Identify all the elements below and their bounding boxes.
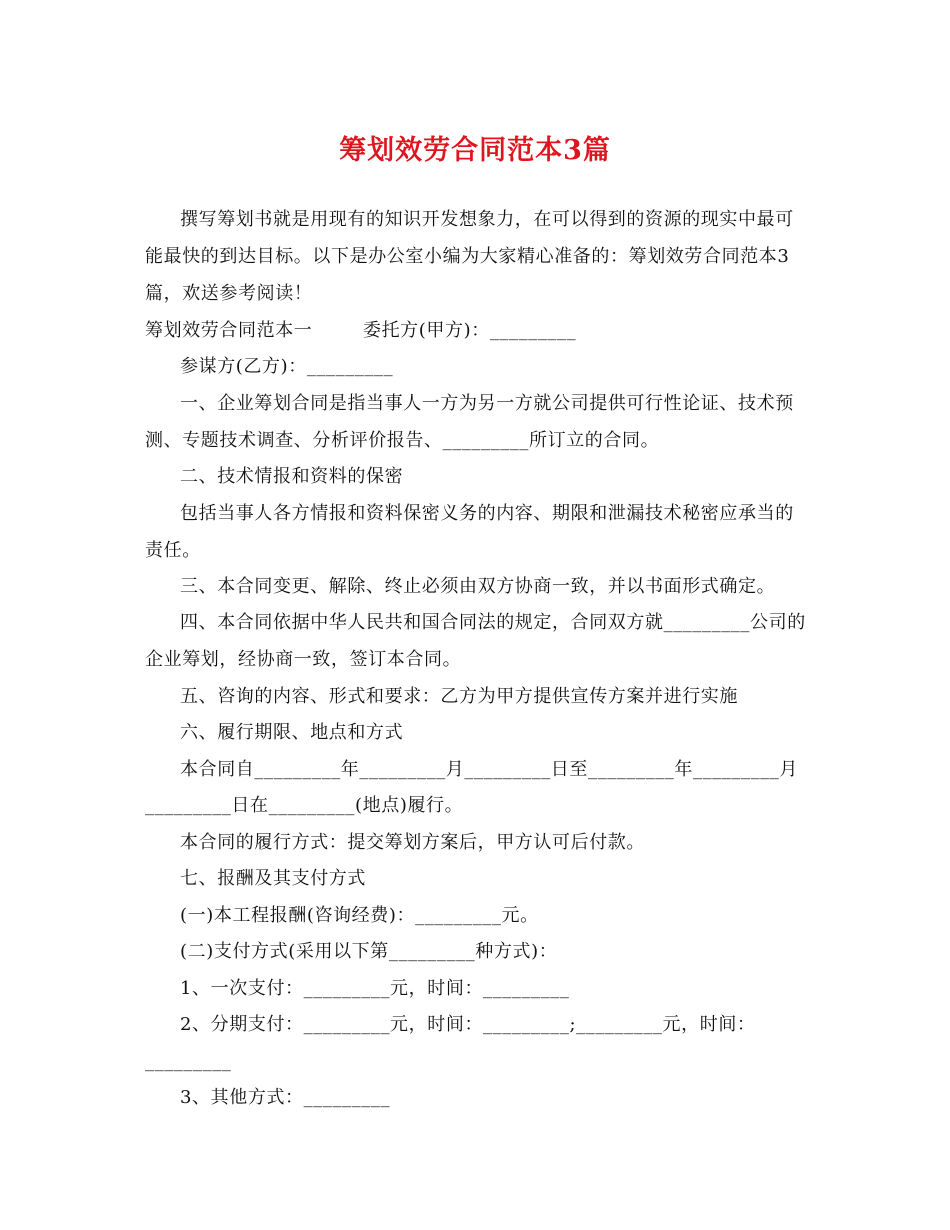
clause-2-title: 二、技术情报和资料的保密	[180, 466, 404, 487]
clause-7-fee: (一)本工程报酬(咨询经费)：_________元。	[180, 905, 539, 926]
clause-4-line-2: 企业筹划，经协商一致，签订本合同。	[145, 649, 462, 670]
clause-1-line-1: 一、企业筹划合同是指当事人一方为另一方就公司提供可行性论证、技术预	[180, 393, 794, 414]
payment-option-2-line-2: _________	[145, 1051, 232, 1072]
clause-2-line-2: 责任。	[145, 540, 201, 561]
intro-line-1: 撰写筹划书就是用现有的知识开发想象力，在可以得到的资源的现实中最可	[180, 209, 794, 230]
clause-6-method: 本合同的履行方式：提交筹划方案后，甲方认可后付款。	[180, 832, 645, 853]
clause-6-period-line-2: _________日在_________(地点)履行。	[145, 795, 464, 816]
clause-7-title: 七、报酬及其支付方式	[180, 868, 366, 889]
contract-heading: 筹划效劳合同范本一 委托方(甲方)：_________	[145, 320, 577, 341]
clause-3: 三、本合同变更、解除、终止必须由双方协商一致，并以书面形式确定。	[180, 576, 776, 597]
payment-option-3: 3、其他方式：_________	[180, 1087, 391, 1108]
clause-7-mode: (二)支付方式(采用以下第_________种方式)：	[180, 941, 558, 962]
intro-line-3: 篇，欢送参考阅读！	[145, 283, 313, 304]
clause-1-line-2: 测、专题技术调查、分析评价报告、_________所订立的合同。	[145, 430, 660, 451]
clause-2-line-1: 包括当事人各方情报和资料保密义务的内容、期限和泄漏技术秘密应承当的	[180, 503, 794, 524]
clause-6-title: 六、履行期限、地点和方式	[180, 722, 404, 743]
intro-line-2: 能最快的到达目标。以下是办公室小编为大家精心准备的：筹划效劳合同范本3	[145, 246, 790, 267]
clause-4-line-1: 四、本合同依据中华人民共和国合同法的规定，合同双方就_________公司的	[180, 612, 806, 633]
clause-6-period-line-1: 本合同自_________年_________月_________日至_________年_________月	[180, 759, 798, 780]
payment-option-2-line-1: 2、分期支付：_________元，时间：_________;_________元，时间：	[180, 1014, 756, 1035]
document-title: 筹划效劳合同范本3篇	[339, 135, 611, 166]
party-b: 参谋方(乙方)：_________	[180, 356, 394, 377]
payment-option-1: 1、一次支付：_________元，时间：_________	[180, 978, 570, 999]
clause-5: 五、咨询的内容、形式和要求：乙方为甲方提供宣传方案并进行实施	[180, 686, 738, 707]
